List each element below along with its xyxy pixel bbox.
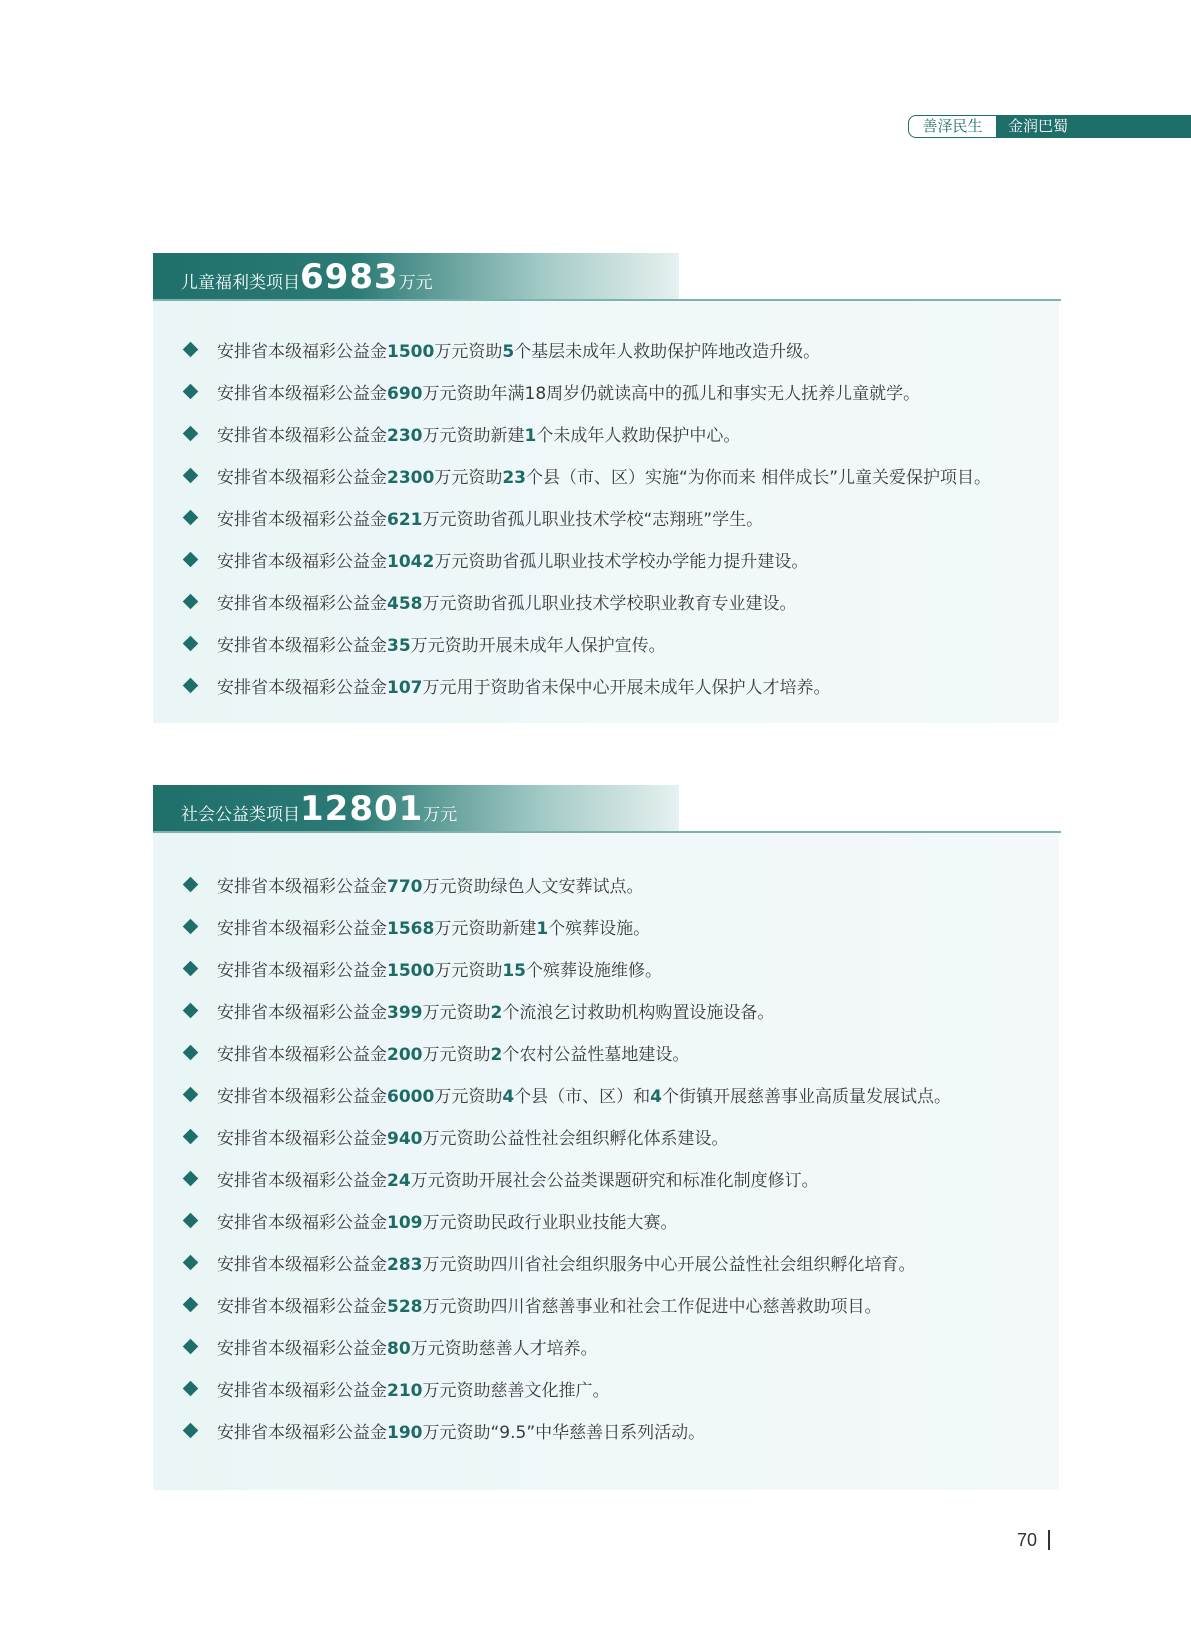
list-item: [181, 1073, 1049, 1115]
amount-number: 24: [387, 1170, 411, 1191]
list-item-text: [217, 463, 991, 488]
text-segment: 安排省本级福彩公益金: [217, 1128, 387, 1149]
list-item-text: [217, 998, 774, 1023]
list-item: [181, 989, 1049, 1031]
list-item: [181, 1325, 1049, 1367]
list-item-text: [217, 631, 666, 656]
list-item: [181, 580, 1049, 622]
section-title-suffix: 万元: [398, 273, 433, 293]
list-item: [181, 1367, 1049, 1409]
diamond-bullet-icon: [183, 960, 199, 976]
section-title-number: 12801: [300, 789, 424, 829]
amount-number: 2: [490, 1002, 503, 1023]
text-segment: 个殡葬设施。: [548, 918, 651, 939]
list-item-text: [217, 1040, 689, 1065]
list-item: [181, 1115, 1049, 1157]
text-segment: 安排省本级福彩公益金: [217, 1212, 387, 1233]
list-item-text: [217, 872, 644, 897]
text-segment: 安排省本级福彩公益金: [217, 383, 387, 404]
diamond-bullet-icon: [183, 1212, 199, 1228]
amount-number: 2: [490, 1044, 503, 1065]
list-item: [181, 412, 1049, 454]
amount-number: 190: [387, 1422, 423, 1443]
diamond-bullet-icon: [183, 1422, 199, 1438]
section-divider: [153, 831, 1061, 833]
list-item-text: [217, 1208, 678, 1233]
text-segment: 万元资助慈善人才培养。: [410, 1338, 598, 1359]
diamond-bullet-icon: [183, 1044, 199, 1060]
text-segment: 万元资助“9.5”中华慈善日系列活动。: [422, 1422, 706, 1443]
list-item-text: [217, 956, 662, 981]
list-item-text: [217, 547, 808, 572]
text-segment: 个农村公益性墓地建设。: [502, 1044, 690, 1065]
amount-number: 399: [387, 1002, 423, 1023]
amount-number: 528: [387, 1296, 423, 1317]
item-list: [181, 328, 1049, 706]
amount-number: 109: [387, 1212, 423, 1233]
diamond-bullet-icon: [183, 1380, 199, 1396]
text-segment: 安排省本级福彩公益金: [217, 876, 387, 897]
list-item-text: [217, 1250, 916, 1275]
amount-number: 940: [387, 1128, 423, 1149]
section-child-welfare: [153, 253, 1059, 723]
amount-number: 230: [387, 425, 423, 446]
amount-number: 621: [387, 509, 423, 530]
text-segment: 万元资助公益性社会组织孵化体系建设。: [422, 1128, 729, 1149]
list-item: [181, 863, 1049, 905]
diamond-bullet-icon: [183, 341, 199, 357]
item-list: [181, 863, 1049, 1451]
amount-number: 1: [524, 425, 537, 446]
text-segment: 安排省本级福彩公益金: [217, 467, 387, 488]
text-segment: 万元资助省孤儿职业技术学校职业教育专业建设。: [422, 593, 797, 614]
diamond-bullet-icon: [183, 593, 199, 609]
diamond-bullet-icon: [183, 425, 199, 441]
list-item: [181, 1157, 1049, 1199]
section-title: [153, 253, 679, 299]
amount-number: 6000: [387, 1086, 435, 1107]
page-number-bar: [1048, 1530, 1050, 1550]
diamond-bullet-icon: [183, 1086, 199, 1102]
text-segment: 万元资助开展社会公益类课题研究和标准化制度修订。: [410, 1170, 819, 1191]
list-item: [181, 370, 1049, 412]
section-title: [153, 785, 679, 831]
text-segment: 万元资助: [422, 1044, 491, 1065]
text-segment: 安排省本级福彩公益金: [217, 341, 387, 362]
amount-number: 283: [387, 1254, 423, 1275]
section-title-number: 6983: [300, 257, 399, 297]
list-item-text: [217, 1376, 610, 1401]
header-tag-right: 金润巴蜀: [996, 115, 1191, 138]
text-segment: 安排省本级福彩公益金: [217, 960, 387, 981]
text-segment: 万元用于资助省未保中心开展未成年人保护人才培养。: [422, 677, 831, 698]
diamond-bullet-icon: [183, 383, 199, 399]
text-segment: 万元资助开展未成年人保护宣传。: [410, 635, 666, 656]
amount-number: 1568: [387, 918, 435, 939]
amount-number: 80: [387, 1338, 411, 1359]
amount-number: 15: [502, 960, 526, 981]
text-segment: 万元资助慈善文化推广。: [422, 1380, 610, 1401]
text-segment: 个流浪乞讨救助机构购置设施设备。: [502, 1002, 775, 1023]
header-tag-left: 善泽民生: [908, 115, 996, 138]
text-segment: 安排省本级福彩公益金: [217, 593, 387, 614]
text-segment: 万元资助省孤儿职业技术学校“志翔班”学生。: [422, 509, 764, 530]
amount-number: 35: [387, 635, 411, 656]
text-segment: 万元资助: [434, 1086, 503, 1107]
list-item-text: [217, 337, 820, 362]
list-item-text: [217, 673, 831, 698]
text-segment: 个殡葬设施维修。: [526, 960, 662, 981]
list-item: [181, 328, 1049, 370]
text-segment: 个县（市、区）和: [514, 1086, 651, 1107]
text-segment: 万元资助新建: [434, 918, 537, 939]
diamond-bullet-icon: [183, 1002, 199, 1018]
text-segment: 万元资助民政行业职业技能大赛。: [422, 1212, 678, 1233]
text-segment: 万元资助: [434, 341, 503, 362]
amount-number: 107: [387, 677, 423, 698]
section-social-welfare: [153, 785, 1059, 1490]
diamond-bullet-icon: [183, 551, 199, 567]
text-segment: 安排省本级福彩公益金: [217, 918, 387, 939]
list-item: [181, 1031, 1049, 1073]
text-segment: 万元资助省孤儿职业技术学校办学能力提升建设。: [434, 551, 809, 572]
list-item-text: [217, 914, 650, 939]
text-segment: 安排省本级福彩公益金: [217, 425, 387, 446]
list-item-text: [217, 589, 797, 614]
list-item: [181, 1283, 1049, 1325]
diamond-bullet-icon: [183, 467, 199, 483]
page-number: 70: [1017, 1530, 1038, 1550]
list-item-text: [217, 1334, 598, 1359]
text-segment: 安排省本级福彩公益金: [217, 509, 387, 530]
section-title-prefix: 社会公益类项目: [181, 805, 300, 825]
diamond-bullet-icon: [183, 635, 199, 651]
text-segment: 个基层未成年人救助保护阵地改造升级。: [514, 341, 821, 362]
text-segment: 安排省本级福彩公益金: [217, 677, 387, 698]
amount-number: 1500: [387, 960, 435, 981]
amount-number: 770: [387, 876, 423, 897]
section-divider: [153, 299, 1061, 301]
diamond-bullet-icon: [183, 1128, 199, 1144]
section-title-suffix: 万元: [423, 805, 458, 825]
amount-number: 4: [650, 1086, 663, 1107]
diamond-bullet-icon: [183, 876, 199, 892]
text-segment: 安排省本级福彩公益金: [217, 1422, 387, 1443]
list-item-text: [217, 421, 740, 446]
list-item-text: [217, 1418, 705, 1443]
list-item-text: [217, 1082, 951, 1107]
section-title-prefix: 儿童福利类项目: [181, 273, 300, 293]
text-segment: 万元资助新建: [422, 425, 525, 446]
text-segment: 万元资助四川省社会组织服务中心开展公益性社会组织孵化培育。: [422, 1254, 916, 1275]
list-item: [181, 664, 1049, 706]
header-tag: [908, 115, 1191, 138]
amount-number: 1: [536, 918, 549, 939]
amount-number: 23: [502, 467, 526, 488]
text-segment: 万元资助四川省慈善事业和社会工作促进中心慈善救助项目。: [422, 1296, 882, 1317]
amount-number: 200: [387, 1044, 423, 1065]
text-segment: 安排省本级福彩公益金: [217, 1044, 387, 1065]
text-segment: 个县（市、区）实施“为你而来 相伴成长”儿童关爱保护项目。: [526, 467, 992, 488]
amount-number: 1500: [387, 341, 435, 362]
list-item-text: [217, 1166, 819, 1191]
diamond-bullet-icon: [183, 509, 199, 525]
diamond-bullet-icon: [183, 1170, 199, 1186]
list-item: [181, 454, 1049, 496]
list-item: [181, 947, 1049, 989]
amount-number: 2300: [387, 467, 435, 488]
amount-number: 458: [387, 593, 423, 614]
text-segment: 个街镇开展慈善事业高质量发展试点。: [662, 1086, 952, 1107]
text-segment: 安排省本级福彩公益金: [217, 1086, 387, 1107]
list-item: [181, 496, 1049, 538]
amount-number: 690: [387, 383, 423, 404]
diamond-bullet-icon: [183, 1296, 199, 1312]
diamond-bullet-icon: [183, 1254, 199, 1270]
list-item-text: [217, 505, 763, 530]
list-item: [181, 1199, 1049, 1241]
text-segment: 安排省本级福彩公益金: [217, 1380, 387, 1401]
text-segment: 万元资助: [434, 960, 503, 981]
list-item: [181, 1409, 1049, 1451]
text-segment: 万元资助: [434, 467, 503, 488]
amount-number: 210: [387, 1380, 423, 1401]
list-item: [181, 905, 1049, 947]
text-segment: 万元资助绿色人文安葬试点。: [422, 876, 644, 897]
text-segment: 安排省本级福彩公益金: [217, 1170, 387, 1191]
diamond-bullet-icon: [183, 1338, 199, 1354]
text-segment: 个未成年人救助保护中心。: [536, 425, 741, 446]
amount-number: 1042: [387, 551, 435, 572]
text-segment: 安排省本级福彩公益金: [217, 1254, 387, 1275]
list-item-text: [217, 1124, 729, 1149]
text-segment: 安排省本级福彩公益金: [217, 1002, 387, 1023]
amount-number: 4: [502, 1086, 515, 1107]
amount-number: 5: [502, 341, 515, 362]
list-item: [181, 622, 1049, 664]
text-segment: 安排省本级福彩公益金: [217, 1296, 387, 1317]
list-item: [181, 538, 1049, 580]
diamond-bullet-icon: [183, 918, 199, 934]
text-segment: 安排省本级福彩公益金: [217, 1338, 387, 1359]
list-item-text: [217, 1292, 882, 1317]
list-item-text: [217, 379, 920, 404]
text-segment: 万元资助年满18周岁仍就读高中的孤儿和事实无人抚养儿童就学。: [422, 383, 921, 404]
text-segment: 安排省本级福彩公益金: [217, 635, 387, 656]
text-segment: 安排省本级福彩公益金: [217, 551, 387, 572]
text-segment: 万元资助: [422, 1002, 491, 1023]
diamond-bullet-icon: [183, 677, 199, 693]
list-item: [181, 1241, 1049, 1283]
